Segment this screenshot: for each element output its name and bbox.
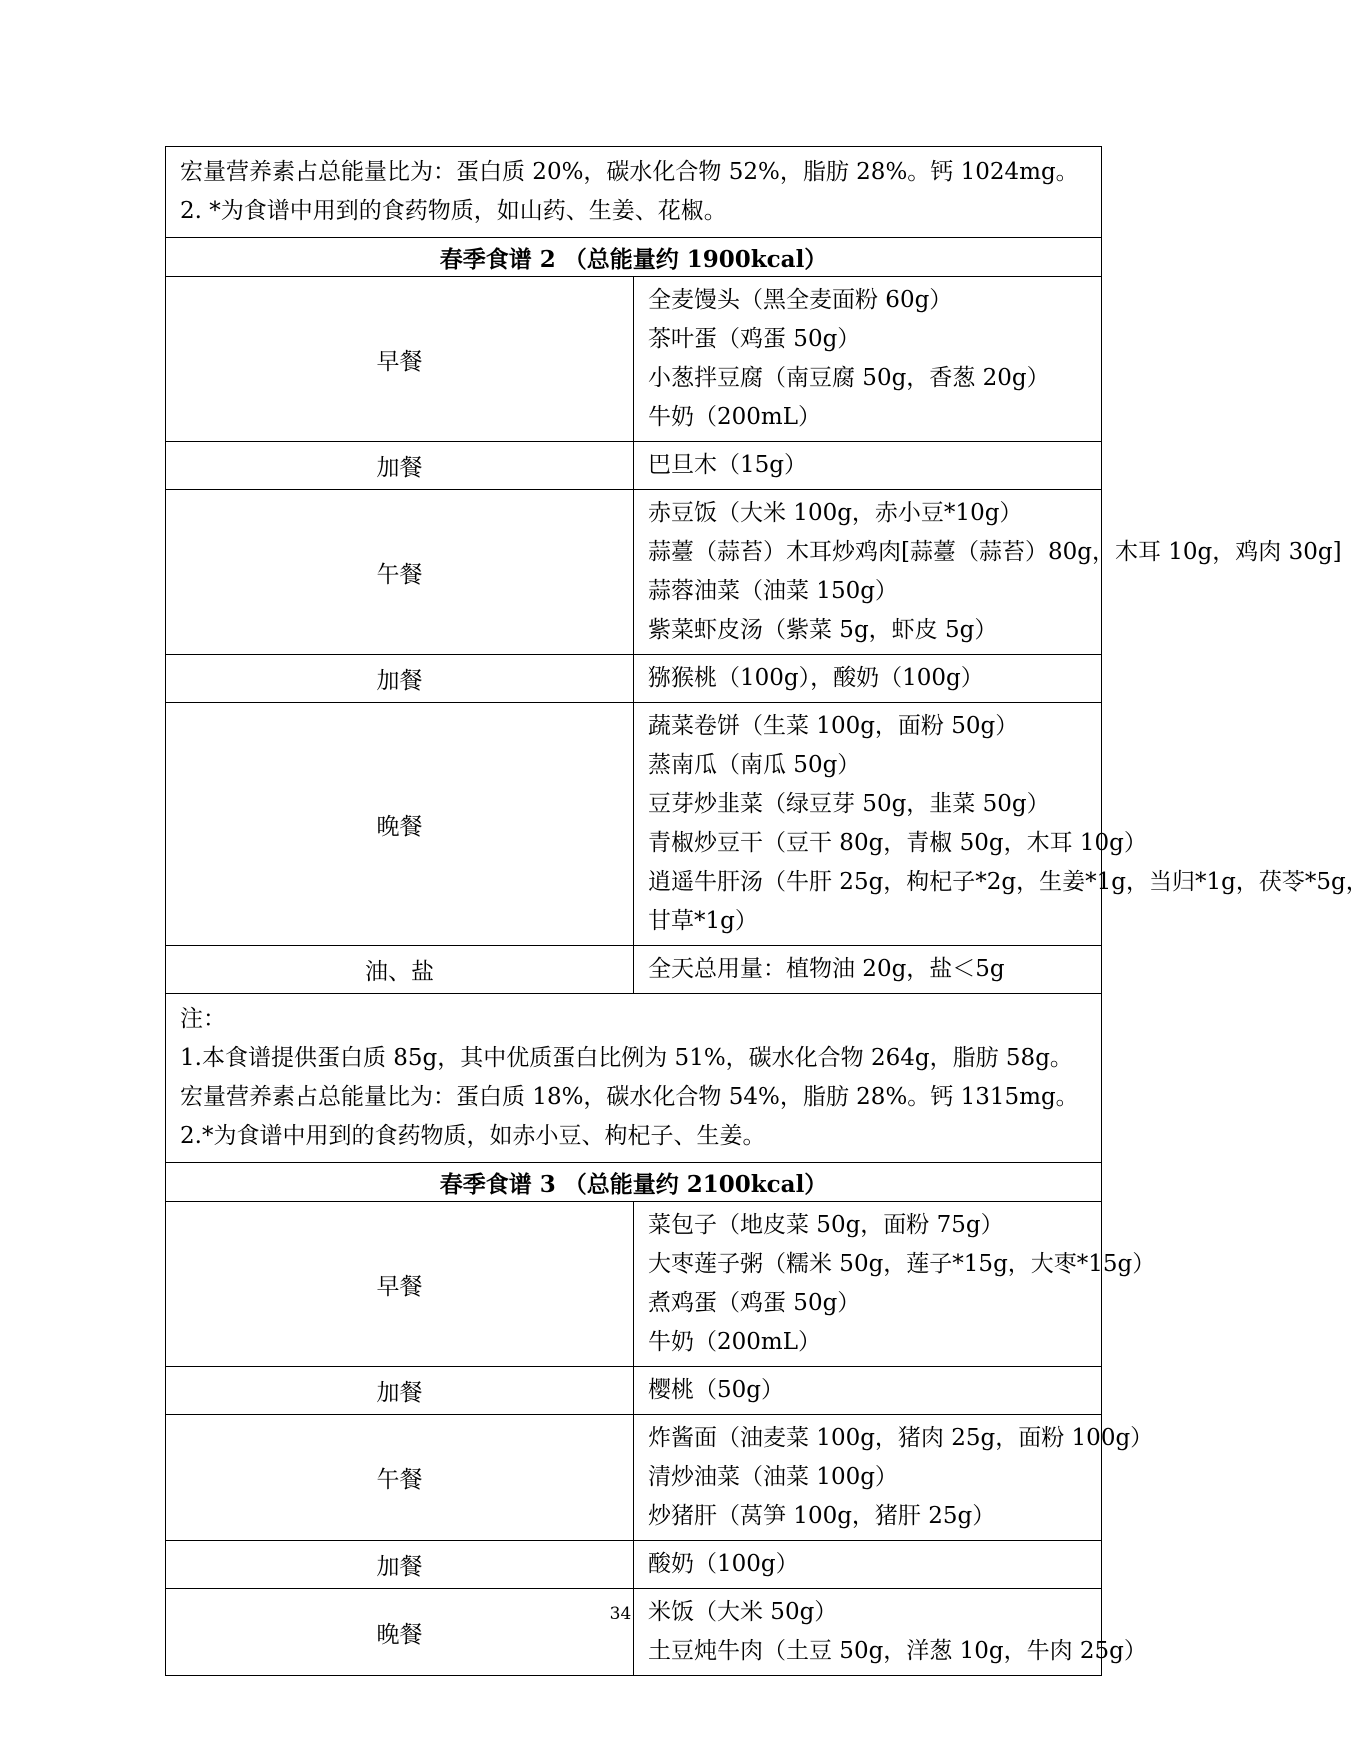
meal-item: 小葱拌豆腐（南豆腐 50g，香葱 20g） — [648, 365, 1050, 391]
meal-row — [166, 490, 1102, 655]
page-number: 34 — [609, 1604, 632, 1624]
note-line: 注： — [180, 1006, 226, 1032]
meal-name: 午餐 — [166, 490, 634, 655]
meal-item: 牛奶（200mL） — [648, 404, 821, 430]
meal-row — [166, 1589, 1102, 1676]
recipe3-title: 春季食谱 3 （总能量约 2100kcal） — [166, 1163, 1102, 1202]
meal-items — [634, 1589, 1147, 1676]
meal-items — [634, 655, 1102, 703]
meal-items — [634, 442, 1102, 490]
meal-name: 晚餐 — [166, 703, 634, 946]
meal-name: 加餐 — [166, 655, 634, 703]
prev-notes-row — [166, 147, 1102, 238]
meal-row — [166, 1541, 1102, 1589]
meal-row — [166, 1367, 1102, 1415]
notes-cell — [166, 994, 1102, 1163]
meal-item: 牛奶（200mL） — [648, 1329, 821, 1355]
meal-item: 青椒炒豆干（豆干 80g，青椒 50g，木耳 10g） — [648, 830, 1147, 856]
meal-items — [634, 946, 1102, 994]
meal-item: 赤豆饭（大米 100g，赤小豆*10g） — [648, 500, 1023, 526]
meal-item: 清炒油菜（油菜 100g） — [648, 1464, 898, 1490]
meal-item: 猕猴桃（100g），酸奶（100g） — [648, 665, 984, 691]
meal-item: 豆芽炒韭菜（绿豆芽 50g，韭菜 50g） — [648, 791, 1050, 817]
meal-item: 蒜蓉油菜（油菜 150g） — [648, 578, 898, 604]
meal-item: 逍遥牛肝汤（牛肝 25g，枸杞子*2g，生姜*1g，当归*1g，茯苓*5g， — [648, 869, 1369, 895]
meal-row — [166, 442, 1102, 490]
note-line: 2. *为食谱中用到的食药物质，如山药、生姜、花椒。 — [180, 198, 727, 224]
section-title-row — [166, 238, 1102, 277]
meal-item: 炸酱面（油麦菜 100g，猪肉 25g，面粉 100g） — [648, 1425, 1154, 1451]
meal-item: 煮鸡蛋（鸡蛋 50g） — [648, 1290, 861, 1316]
meal-item: 菜包子（地皮菜 50g，面粉 75g） — [648, 1212, 1004, 1238]
meal-items — [634, 277, 1102, 442]
recipe-table-body — [166, 147, 1369, 1676]
recipe2-title: 春季食谱 2 （总能量约 1900kcal） — [166, 238, 1102, 277]
meal-name: 早餐 — [166, 277, 634, 442]
meal-name: 晚餐 — [166, 1589, 634, 1676]
meal-item: 蔬菜卷饼（生菜 100g，面粉 50g） — [648, 713, 1019, 739]
meal-item: 巴旦木（15g） — [648, 452, 807, 478]
meal-items — [634, 1367, 1102, 1415]
note-line: 宏量营养素占总能量比为：蛋白质 18%，碳水化合物 54%，脂肪 28%。钙 1315mg。 — [180, 1084, 1079, 1110]
meal-row — [166, 946, 1102, 994]
meal-item: 酸奶（100g） — [648, 1551, 799, 1577]
meal-item: 甘草*1g） — [648, 908, 758, 934]
note-line: 1.本食谱提供蛋白质 85g，其中优质蛋白比例为 51%，碳水化合物 264g，脂肪 58g。 — [180, 1045, 1073, 1071]
meal-items — [634, 1415, 1154, 1541]
section-title-row — [166, 1163, 1102, 1202]
meal-name: 油、盐 — [166, 946, 634, 994]
note-line: 宏量营养素占总能量比为：蛋白质 20%，碳水化合物 52%，脂肪 28%。钙 1024mg。 — [180, 159, 1079, 185]
meal-item: 大枣莲子粥（糯米 50g，莲子*15g，大枣*15g） — [648, 1251, 1156, 1277]
note-line: 2.*为食谱中用到的食药物质，如赤小豆、枸杞子、生姜。 — [180, 1123, 766, 1149]
meal-items — [634, 1202, 1156, 1367]
meal-row — [166, 1415, 1102, 1541]
meal-item: 全麦馒头（黑全麦面粉 60g） — [648, 287, 953, 313]
meal-item: 全天总用量：植物油 20g，盐＜5g — [648, 956, 1005, 982]
meal-item: 樱桃（50g） — [648, 1377, 784, 1403]
meal-items — [634, 490, 1342, 655]
meal-row — [166, 655, 1102, 703]
prev-notes-cell — [166, 147, 1102, 238]
meal-name: 加餐 — [166, 1367, 634, 1415]
meal-item: 炒猪肝（莴笋 100g，猪肝 25g） — [648, 1503, 996, 1529]
meal-name: 早餐 — [166, 1202, 634, 1367]
meal-item: 土豆炖牛肉（土豆 50g，洋葱 10g，牛肉 25g） — [648, 1638, 1147, 1664]
meal-items — [634, 1541, 1102, 1589]
meal-item: 紫菜虾皮汤（紫菜 5g，虾皮 5g） — [648, 617, 998, 643]
notes-row — [166, 994, 1102, 1163]
meal-row — [166, 277, 1102, 442]
meal-item: 蒜薹（蒜苔）木耳炒鸡肉[蒜薹（蒜苔）80g，木耳 10g，鸡肉 30g] — [648, 539, 1342, 565]
meal-row — [166, 1202, 1102, 1367]
meal-item: 茶叶蛋（鸡蛋 50g） — [648, 326, 861, 352]
meal-item: 蒸南瓜（南瓜 50g） — [648, 752, 861, 778]
meal-item: 米饭（大米 50g） — [648, 1599, 838, 1625]
meal-name: 加餐 — [166, 1541, 634, 1589]
meal-items — [634, 703, 1369, 946]
meal-row — [166, 703, 1102, 946]
meal-name: 午餐 — [166, 1415, 634, 1541]
meal-name: 加餐 — [166, 442, 634, 490]
recipe-table — [165, 146, 1369, 1676]
